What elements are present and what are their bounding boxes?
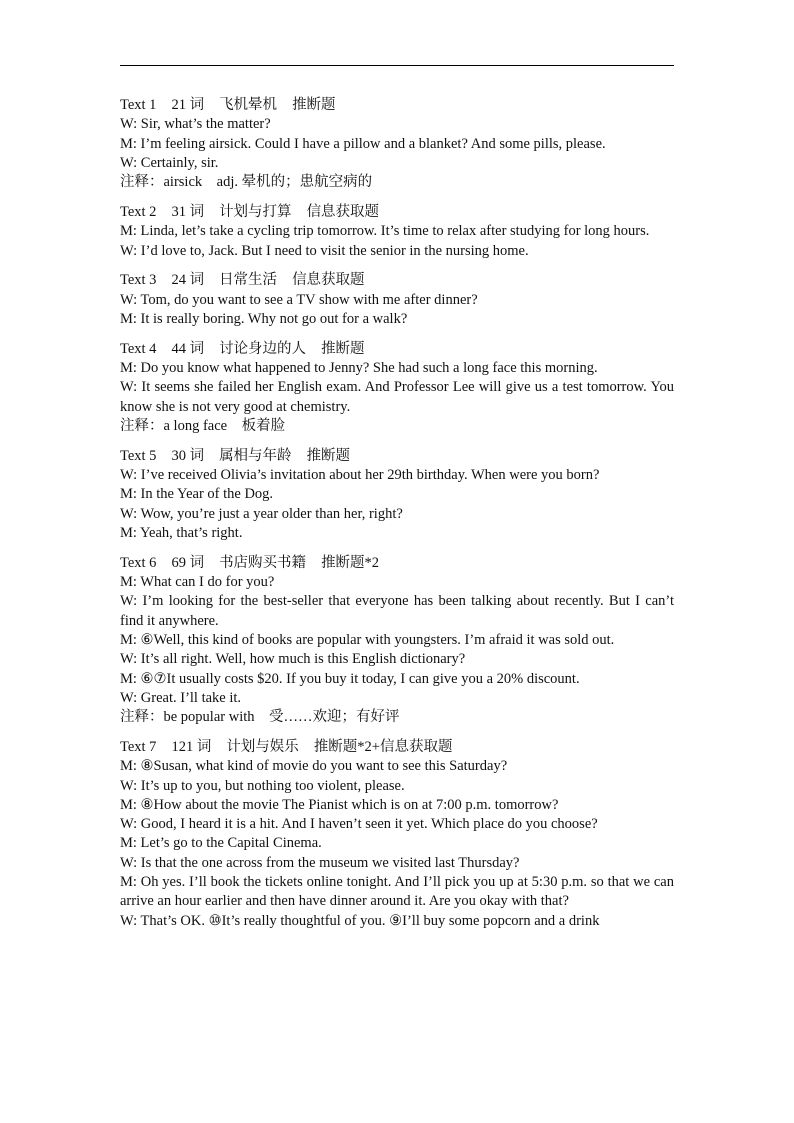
dialogue-line: M: What can I do for you?	[120, 574, 275, 591]
note-text: airsick adj. 晕机的；患航空病的	[163, 174, 373, 191]
dialogue-line: W: I’d love to, Jack. But I need to visit the senior in the nursing home.	[120, 242, 529, 259]
note-text: be popular with 受……欢迎；有好评	[163, 709, 400, 726]
heading-label: Text 1	[120, 97, 157, 113]
text-section-5	[120, 447, 674, 543]
heading-words: 69 词	[171, 554, 205, 571]
top-rule	[120, 65, 674, 66]
dialogue-line: M: Do you know what happened to Jenny? She had such a long face this morning.	[120, 360, 598, 377]
vocabulary-note	[120, 708, 674, 727]
dialogue-line: W: I’ve received Olivia’s invitation about her 29th birthday. When were you born?	[120, 467, 600, 484]
heading-type: 推断题*2	[321, 554, 380, 571]
heading-words: 121 词	[171, 738, 212, 755]
heading-label: Text 3	[120, 272, 157, 289]
heading-words: 24 词	[171, 272, 205, 289]
heading-topic: 计划与打算	[219, 203, 292, 220]
heading-type: 信息获取题	[306, 203, 380, 220]
dialogue-line: W: Sir, what’s the matter?	[120, 116, 271, 133]
transcript-document	[120, 96, 674, 941]
heading-topic: 讨论身边的人	[219, 340, 307, 357]
section-heading	[120, 203, 674, 222]
heading-type: 推断题*2+信息获取题	[313, 738, 453, 755]
dialogue-line: M: I’m feeling airsick. Could I have a pillow and a blanket? And some pills, please.	[120, 135, 606, 152]
note-text: a long face 板着脸	[163, 417, 286, 434]
text-section-3	[120, 271, 674, 329]
dialogue-line: M: ⑥⑦It usually costs $20. If you buy it today, I can give you a 20% discount.	[120, 670, 580, 687]
text-section-7	[120, 738, 674, 931]
heading-label: Text 2	[120, 203, 157, 220]
vocabulary-note	[120, 417, 674, 436]
dialogue-line: W: I’m looking for the best-seller that everyone has been talking about recently. But I can’t find it anywhere.	[120, 593, 674, 629]
dialogue-line: M: In the Year of the Dog.	[120, 486, 274, 503]
dialogue-line: W: Tom, do you want to see a TV show with me after dinner?	[120, 291, 478, 308]
heading-type: 信息获取题	[292, 272, 365, 289]
text-section-2	[120, 203, 674, 261]
dialogue-line: M: ⑥Well, this kind of books are popular with youngsters. I’m afraid it was sold out.	[120, 631, 615, 648]
dialogue-line: W: It seems she failed her English exam. And Professor Lee will give us a test tomorrow. You know she is not very good at chemistry.	[120, 379, 674, 415]
text-section-6	[120, 554, 674, 728]
dialogue-line: M: ⑧Susan, what kind of movie do you want to see this Saturday?	[120, 758, 508, 775]
section-heading	[120, 271, 674, 290]
vocabulary-note	[120, 173, 674, 192]
dialogue-line: W: It’s all right. Well, how much is this English dictionary?	[120, 651, 466, 668]
heading-words: 21 词	[171, 97, 205, 113]
note-label: 注释：	[120, 709, 164, 726]
dialogue-line: W: Wow, you’re just a year older than her, right?	[120, 505, 403, 522]
dialogue-line: M: ⑧How about the movie The Pianist which is on at 7:00 p.m. tomorrow?	[120, 796, 559, 813]
dialogue-line: M: It is really boring. Why not go out for a walk?	[120, 310, 408, 327]
note-label: 注释：	[120, 417, 164, 434]
section-heading	[120, 96, 674, 115]
dialogue-line: W: It’s up to you, but nothing too violent, please.	[120, 777, 405, 794]
heading-label: Text 7	[120, 738, 157, 755]
section-heading	[120, 554, 674, 573]
heading-topic: 计划与娱乐	[226, 738, 299, 755]
heading-words: 44 词	[171, 340, 205, 357]
heading-topic: 飞机晕机	[219, 97, 278, 113]
heading-words: 30 词	[171, 447, 205, 464]
heading-label: Text 5	[120, 447, 157, 464]
dialogue-line: M: Yeah, that’s right.	[120, 524, 243, 541]
dialogue-line: M: Oh yes. I’ll book the tickets online tonight. And I’ll pick you up at 5:30 p.m. so that we can arrive an hour earlier and then have dinner around it. Are you okay with that?	[120, 873, 674, 910]
heading-type: 推断题	[321, 340, 365, 357]
dialogue-line: W: Good, I heard it is a hit. And I haven’t seen it yet. Which place do you choose?	[120, 816, 598, 833]
dialogue-line: W: That’s OK. ⑩It’s really thoughtful of you. ⑨I’ll buy some popcorn and a drink	[120, 912, 600, 929]
note-label: 注释：	[120, 174, 164, 191]
heading-label: Text 6	[120, 554, 157, 571]
dialogue-line: W: Great. I’ll take it.	[120, 689, 242, 706]
section-heading	[120, 738, 674, 757]
text-section-4	[120, 340, 674, 436]
dialogue-line: M: Linda, let’s take a cycling trip tomorrow. It’s time to relax after studying for long hours.	[120, 223, 650, 240]
heading-words: 31 词	[171, 203, 205, 220]
section-heading	[120, 447, 674, 466]
heading-topic: 属相与年龄	[219, 447, 292, 464]
heading-topic: 书店购买书籍	[219, 554, 307, 571]
heading-type: 推断题	[292, 97, 336, 113]
section-heading	[120, 340, 674, 359]
dialogue-line: W: Certainly, sir.	[120, 154, 219, 171]
heading-label: Text 4	[120, 340, 157, 357]
heading-topic: 日常生活	[219, 272, 278, 289]
heading-type: 推断题	[306, 447, 351, 464]
text-section-1	[120, 96, 674, 192]
dialogue-line: W: Is that the one across from the museum we visited last Thursday?	[120, 854, 520, 871]
dialogue-line: M: Let’s go to the Capital Cinema.	[120, 835, 322, 852]
